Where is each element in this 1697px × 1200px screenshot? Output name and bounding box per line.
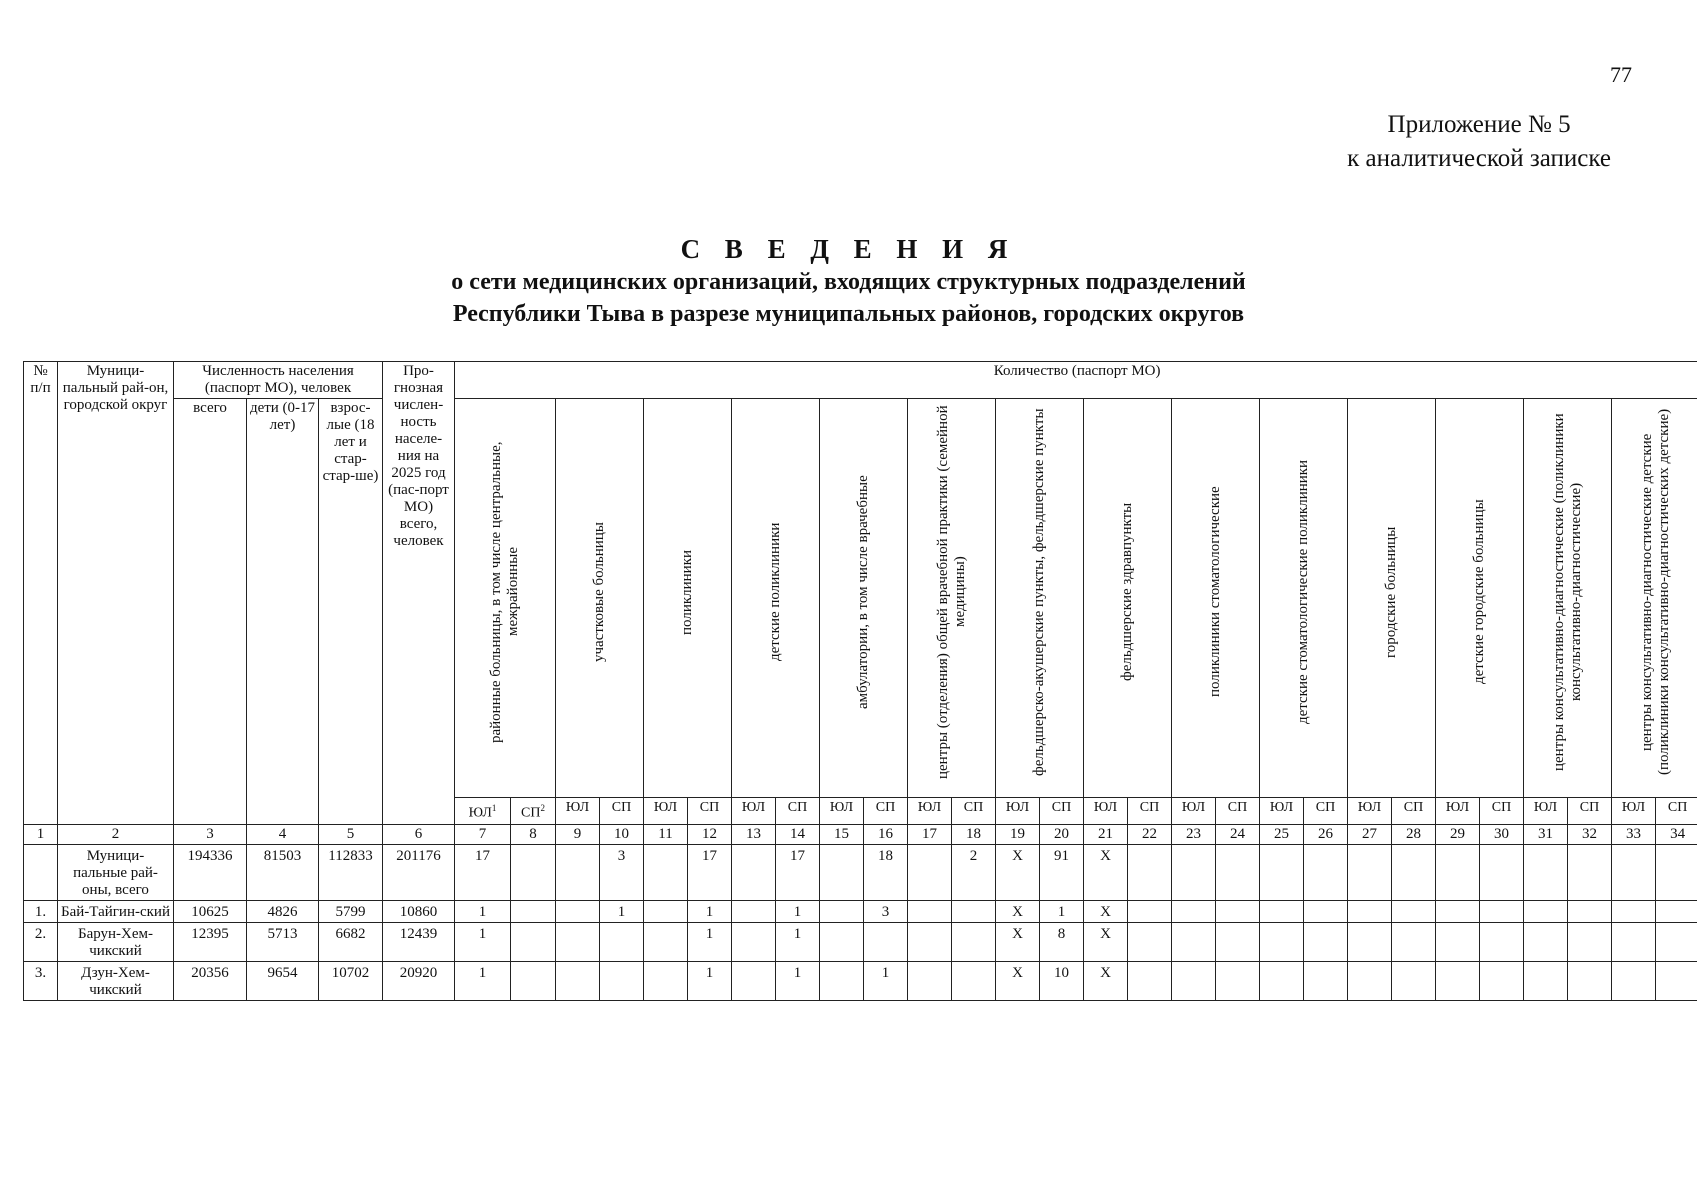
count-cell bbox=[952, 900, 996, 922]
count-cell bbox=[644, 961, 688, 1000]
column-number: 28 bbox=[1392, 824, 1436, 844]
header-yul bbox=[820, 798, 864, 825]
count-cell: 3 bbox=[864, 900, 908, 922]
yul-label: ЮЛ bbox=[1093, 800, 1118, 815]
header-yul bbox=[908, 798, 952, 825]
category-header-label: участковые больницы bbox=[591, 522, 607, 662]
column-number: 14 bbox=[776, 824, 820, 844]
header-sp bbox=[776, 798, 820, 825]
count-cell: X bbox=[996, 900, 1040, 922]
category-header-label: поликлиники bbox=[679, 549, 695, 635]
sp-label: СП bbox=[611, 800, 632, 815]
count-cell bbox=[1260, 961, 1304, 1000]
count-cell bbox=[1128, 844, 1172, 900]
count-cell bbox=[952, 961, 996, 1000]
count-cell bbox=[1304, 844, 1348, 900]
column-number: 5 bbox=[319, 824, 383, 844]
header-quantity: Количество (паспорт МО) bbox=[455, 362, 1697, 399]
count-cell bbox=[1480, 844, 1524, 900]
count-cell bbox=[1348, 922, 1392, 961]
category-header-label: поликлиники стоматологические bbox=[1207, 486, 1223, 698]
count-cell: X bbox=[1084, 922, 1128, 961]
column-number: 24 bbox=[1216, 824, 1260, 844]
column-number: 9 bbox=[556, 824, 600, 844]
population-children: 81503 bbox=[247, 844, 319, 900]
header-sp bbox=[1216, 798, 1260, 825]
table-row bbox=[24, 922, 1697, 961]
count-cell: X bbox=[996, 844, 1040, 900]
count-cell bbox=[511, 961, 556, 1000]
count-cell bbox=[1656, 922, 1697, 961]
header-yul bbox=[644, 798, 688, 825]
count-cell bbox=[556, 900, 600, 922]
count-cell: 1 bbox=[776, 900, 820, 922]
population-forecast: 20920 bbox=[383, 961, 455, 1000]
column-number: 34 bbox=[1656, 824, 1697, 844]
count-cell bbox=[732, 961, 776, 1000]
count-cell bbox=[952, 922, 996, 961]
header-population-adults: взрос-лые (18 лет и стар-стар-ше) bbox=[319, 399, 383, 825]
column-number: 32 bbox=[1568, 824, 1612, 844]
count-cell: 2 bbox=[952, 844, 996, 900]
header-sp bbox=[511, 798, 556, 825]
yul-label: ЮЛ bbox=[1533, 800, 1558, 815]
header-sp bbox=[688, 798, 732, 825]
municipality-name: Барун-Хем-чикский bbox=[58, 922, 174, 961]
category-header bbox=[1172, 399, 1260, 798]
count-cell: 3 bbox=[600, 844, 644, 900]
column-number: 29 bbox=[1436, 824, 1480, 844]
count-cell bbox=[600, 922, 644, 961]
header-sp bbox=[1568, 798, 1612, 825]
table-row bbox=[24, 961, 1697, 1000]
count-cell: 1 bbox=[455, 961, 511, 1000]
header-no: № п/п bbox=[24, 362, 58, 825]
count-cell: 18 bbox=[864, 844, 908, 900]
count-cell bbox=[1216, 961, 1260, 1000]
header-yul bbox=[1436, 798, 1480, 825]
count-cell bbox=[1524, 844, 1568, 900]
count-cell bbox=[820, 961, 864, 1000]
yul-label: ЮЛ bbox=[1621, 800, 1646, 815]
population-adults: 6682 bbox=[319, 922, 383, 961]
population-adults: 112833 bbox=[319, 844, 383, 900]
category-header bbox=[644, 399, 732, 798]
count-cell: 17 bbox=[776, 844, 820, 900]
count-cell bbox=[864, 922, 908, 961]
column-number: 22 bbox=[1128, 824, 1172, 844]
count-cell bbox=[511, 844, 556, 900]
header-sp bbox=[1656, 798, 1697, 825]
yul-label: ЮЛ bbox=[565, 800, 590, 815]
count-cell bbox=[1260, 900, 1304, 922]
count-cell bbox=[820, 844, 864, 900]
count-cell bbox=[1612, 844, 1656, 900]
count-cell bbox=[644, 922, 688, 961]
count-cell bbox=[644, 900, 688, 922]
header-sp bbox=[952, 798, 996, 825]
count-cell bbox=[511, 922, 556, 961]
sp-label: СП bbox=[1491, 800, 1512, 815]
count-cell bbox=[1524, 961, 1568, 1000]
sp-label: СП bbox=[1403, 800, 1424, 815]
column-number: 31 bbox=[1524, 824, 1568, 844]
table-row bbox=[24, 900, 1697, 922]
category-header bbox=[1084, 399, 1172, 798]
category-header-label: городские больницы bbox=[1383, 526, 1399, 658]
municipality-name: Муници-пальные рай-оны, всего bbox=[58, 844, 174, 900]
category-header bbox=[455, 399, 556, 798]
count-cell: X bbox=[1084, 844, 1128, 900]
yul-label: ЮЛ bbox=[468, 805, 492, 821]
count-cell bbox=[908, 922, 952, 961]
row-number: 1. bbox=[24, 900, 58, 922]
column-number: 12 bbox=[688, 824, 732, 844]
sp-label: СП bbox=[963, 800, 984, 815]
sp-label: СП bbox=[1227, 800, 1248, 815]
count-cell bbox=[1656, 844, 1697, 900]
category-header bbox=[1348, 399, 1436, 798]
header-sp bbox=[1304, 798, 1348, 825]
count-cell: 1 bbox=[688, 961, 732, 1000]
column-number: 6 bbox=[383, 824, 455, 844]
count-cell bbox=[1568, 961, 1612, 1000]
category-header bbox=[732, 399, 820, 798]
category-header-label: центры (отделения) общей врачебной практики (семейной медицины) bbox=[934, 405, 968, 779]
count-cell: 1 bbox=[776, 922, 820, 961]
count-cell: 1 bbox=[455, 900, 511, 922]
category-header-label: детские городские больницы bbox=[1471, 499, 1487, 685]
title-main: С В Е Д Е Н И Я bbox=[680, 234, 1017, 264]
count-cell bbox=[1128, 922, 1172, 961]
count-cell bbox=[1524, 900, 1568, 922]
population-adults: 10702 bbox=[319, 961, 383, 1000]
sp-label: СП bbox=[1667, 800, 1688, 815]
header-sp bbox=[1128, 798, 1172, 825]
table-row bbox=[24, 844, 1697, 900]
municipality-name: Бай-Тайгин-ский bbox=[58, 900, 174, 922]
appendix-note bbox=[1347, 108, 1611, 176]
medical-network-table bbox=[23, 361, 1697, 1001]
count-cell bbox=[1656, 900, 1697, 922]
title-subtitle-2: Республики Тыва в разрезе муниципальных районов, городских округов bbox=[452, 301, 1245, 327]
footnote-marker: 1 bbox=[491, 803, 497, 813]
count-cell bbox=[732, 900, 776, 922]
count-cell: 1 bbox=[1040, 900, 1084, 922]
count-cell bbox=[1348, 900, 1392, 922]
yul-label: ЮЛ bbox=[1181, 800, 1206, 815]
category-header-label: фельдшерские здравпункты bbox=[1119, 502, 1135, 682]
yul-label: ЮЛ bbox=[1445, 800, 1470, 815]
column-number: 11 bbox=[644, 824, 688, 844]
count-cell bbox=[1568, 922, 1612, 961]
category-header-label: амбулатории, в том числе врачебные bbox=[855, 475, 871, 709]
municipality-name: Дзун-Хем-чикский bbox=[58, 961, 174, 1000]
title-subtitle-1: о сети медицинских организаций, входящих структурных подразделений bbox=[451, 269, 1246, 295]
sp-label: СП bbox=[1139, 800, 1160, 815]
category-header bbox=[1436, 399, 1524, 798]
count-cell bbox=[1480, 961, 1524, 1000]
header-sp bbox=[1040, 798, 1084, 825]
header-yul bbox=[996, 798, 1040, 825]
header-yul bbox=[556, 798, 600, 825]
column-number: 17 bbox=[908, 824, 952, 844]
count-cell bbox=[1436, 961, 1480, 1000]
column-number: 13 bbox=[732, 824, 776, 844]
count-cell: 17 bbox=[688, 844, 732, 900]
population-children: 5713 bbox=[247, 922, 319, 961]
header-sp bbox=[600, 798, 644, 825]
count-cell bbox=[1172, 961, 1216, 1000]
population-total: 194336 bbox=[174, 844, 247, 900]
population-forecast: 10860 bbox=[383, 900, 455, 922]
header-yul bbox=[1172, 798, 1216, 825]
category-header-label: детские стоматологические поликлиники bbox=[1295, 459, 1311, 725]
population-total: 12395 bbox=[174, 922, 247, 961]
count-cell bbox=[1348, 844, 1392, 900]
count-cell bbox=[1216, 844, 1260, 900]
category-header bbox=[1612, 399, 1697, 798]
population-children: 9654 bbox=[247, 961, 319, 1000]
count-cell bbox=[1216, 900, 1260, 922]
footnote-marker: 2 bbox=[540, 803, 545, 813]
count-cell bbox=[1612, 961, 1656, 1000]
count-cell: 10 bbox=[1040, 961, 1084, 1000]
header-yul bbox=[455, 798, 511, 825]
header-sp bbox=[1480, 798, 1524, 825]
count-cell: X bbox=[996, 922, 1040, 961]
count-cell bbox=[1128, 900, 1172, 922]
column-number: 3 bbox=[174, 824, 247, 844]
count-cell: X bbox=[996, 961, 1040, 1000]
row-number bbox=[24, 844, 58, 900]
count-cell bbox=[1392, 922, 1436, 961]
column-number: 2 bbox=[58, 824, 174, 844]
count-cell bbox=[1656, 961, 1697, 1000]
count-cell bbox=[556, 844, 600, 900]
category-header bbox=[908, 399, 996, 798]
yul-label: ЮЛ bbox=[741, 800, 766, 815]
yul-label: ЮЛ bbox=[829, 800, 854, 815]
count-cell bbox=[1172, 900, 1216, 922]
sp-label: СП bbox=[1315, 800, 1336, 815]
row-number: 3. bbox=[24, 961, 58, 1000]
count-cell bbox=[556, 922, 600, 961]
count-cell bbox=[1392, 900, 1436, 922]
category-header bbox=[996, 399, 1084, 798]
yul-label: ЮЛ bbox=[1269, 800, 1294, 815]
count-cell: X bbox=[1084, 900, 1128, 922]
count-cell bbox=[820, 922, 864, 961]
category-header-label: центры консультативно-диагностические (поликлиники консультативно-диагностические) bbox=[1550, 413, 1584, 771]
column-number: 21 bbox=[1084, 824, 1128, 844]
count-cell bbox=[1392, 961, 1436, 1000]
column-number: 25 bbox=[1260, 824, 1304, 844]
count-cell bbox=[1260, 922, 1304, 961]
count-cell bbox=[1392, 844, 1436, 900]
population-total: 10625 bbox=[174, 900, 247, 922]
category-header-label: фельдшерско-акушерские пункты, фельдшерские пункты bbox=[1031, 408, 1047, 776]
count-cell bbox=[1128, 961, 1172, 1000]
column-number: 18 bbox=[952, 824, 996, 844]
category-header-label: детские поликлиники bbox=[767, 522, 783, 662]
count-cell bbox=[1304, 961, 1348, 1000]
sp-label: СП bbox=[521, 805, 541, 821]
column-number: 19 bbox=[996, 824, 1040, 844]
count-cell bbox=[1524, 922, 1568, 961]
header-forecast: Про-гнозная числен-ность населе-ния на 2025 год (пас-порт МО) всего, человек bbox=[383, 362, 455, 825]
header-population: Численность населения (паспорт МО), человек bbox=[174, 362, 383, 399]
count-cell: 1 bbox=[864, 961, 908, 1000]
column-number: 4 bbox=[247, 824, 319, 844]
count-cell bbox=[1612, 922, 1656, 961]
category-header-label: центры консультативно-диагностические детские (поликлиники консультативно-диагностических детские) bbox=[1638, 408, 1672, 776]
row-number: 2. bbox=[24, 922, 58, 961]
count-cell bbox=[600, 961, 644, 1000]
count-cell bbox=[1436, 922, 1480, 961]
column-number: 15 bbox=[820, 824, 864, 844]
count-cell bbox=[908, 844, 952, 900]
document-title bbox=[0, 232, 1697, 330]
header-yul bbox=[1524, 798, 1568, 825]
category-header bbox=[556, 399, 644, 798]
sp-label: СП bbox=[875, 800, 896, 815]
count-cell bbox=[1172, 844, 1216, 900]
count-cell bbox=[732, 844, 776, 900]
category-header bbox=[1260, 399, 1348, 798]
sp-label: СП bbox=[787, 800, 808, 815]
column-number: 23 bbox=[1172, 824, 1216, 844]
count-cell: 1 bbox=[600, 900, 644, 922]
category-header bbox=[820, 399, 908, 798]
count-cell: 17 bbox=[455, 844, 511, 900]
column-number: 8 bbox=[511, 824, 556, 844]
header-yul bbox=[1348, 798, 1392, 825]
population-forecast: 12439 bbox=[383, 922, 455, 961]
header-yul bbox=[732, 798, 776, 825]
appendix-line-1: Приложение № 5 bbox=[1387, 111, 1571, 138]
count-cell bbox=[1568, 900, 1612, 922]
population-adults: 5799 bbox=[319, 900, 383, 922]
count-cell bbox=[732, 922, 776, 961]
count-cell: 1 bbox=[688, 922, 732, 961]
header-population-children: дети (0-17 лет) bbox=[247, 399, 319, 825]
count-cell bbox=[1304, 922, 1348, 961]
population-children: 4826 bbox=[247, 900, 319, 922]
count-cell bbox=[1348, 961, 1392, 1000]
column-number: 33 bbox=[1612, 824, 1656, 844]
count-cell: 8 bbox=[1040, 922, 1084, 961]
column-number: 30 bbox=[1480, 824, 1524, 844]
yul-label: ЮЛ bbox=[653, 800, 678, 815]
count-cell: 1 bbox=[688, 900, 732, 922]
count-cell bbox=[908, 900, 952, 922]
header-sp bbox=[864, 798, 908, 825]
header-sp bbox=[1392, 798, 1436, 825]
count-cell bbox=[556, 961, 600, 1000]
count-cell bbox=[1304, 900, 1348, 922]
column-number: 7 bbox=[455, 824, 511, 844]
count-cell bbox=[1436, 900, 1480, 922]
count-cell bbox=[1436, 844, 1480, 900]
column-number: 20 bbox=[1040, 824, 1084, 844]
population-total: 20356 bbox=[174, 961, 247, 1000]
count-cell bbox=[1480, 900, 1524, 922]
sp-label: СП bbox=[1579, 800, 1600, 815]
count-cell: 91 bbox=[1040, 844, 1084, 900]
header-municipality: Муници-пальный рай-он, городской округ bbox=[58, 362, 174, 825]
column-number: 1 bbox=[24, 824, 58, 844]
count-cell: 1 bbox=[455, 922, 511, 961]
column-number: 27 bbox=[1348, 824, 1392, 844]
header-yul bbox=[1612, 798, 1656, 825]
header-yul bbox=[1084, 798, 1128, 825]
yul-label: ЮЛ bbox=[917, 800, 942, 815]
count-cell bbox=[1260, 844, 1304, 900]
category-header-label: районные больницы, в том числе центральные, межрайонные bbox=[488, 441, 521, 743]
count-cell bbox=[820, 900, 864, 922]
count-cell bbox=[1612, 900, 1656, 922]
count-cell bbox=[1568, 844, 1612, 900]
population-forecast: 201176 bbox=[383, 844, 455, 900]
count-cell: X bbox=[1084, 961, 1128, 1000]
sp-label: СП bbox=[1051, 800, 1072, 815]
count-cell bbox=[1216, 922, 1260, 961]
yul-label: ЮЛ bbox=[1005, 800, 1030, 815]
count-cell: 1 bbox=[776, 961, 820, 1000]
count-cell bbox=[908, 961, 952, 1000]
header-yul bbox=[1260, 798, 1304, 825]
count-cell bbox=[511, 900, 556, 922]
column-number: 16 bbox=[864, 824, 908, 844]
sp-label: СП bbox=[699, 800, 720, 815]
column-number: 26 bbox=[1304, 824, 1348, 844]
count-cell bbox=[1172, 922, 1216, 961]
category-header bbox=[1524, 399, 1612, 798]
count-cell bbox=[1480, 922, 1524, 961]
appendix-line-2: к аналитической записке bbox=[1347, 145, 1611, 172]
header-population-total: всего bbox=[174, 399, 247, 825]
column-number: 10 bbox=[600, 824, 644, 844]
count-cell bbox=[644, 844, 688, 900]
yul-label: ЮЛ bbox=[1357, 800, 1382, 815]
page-number: 77 bbox=[1610, 62, 1632, 87]
